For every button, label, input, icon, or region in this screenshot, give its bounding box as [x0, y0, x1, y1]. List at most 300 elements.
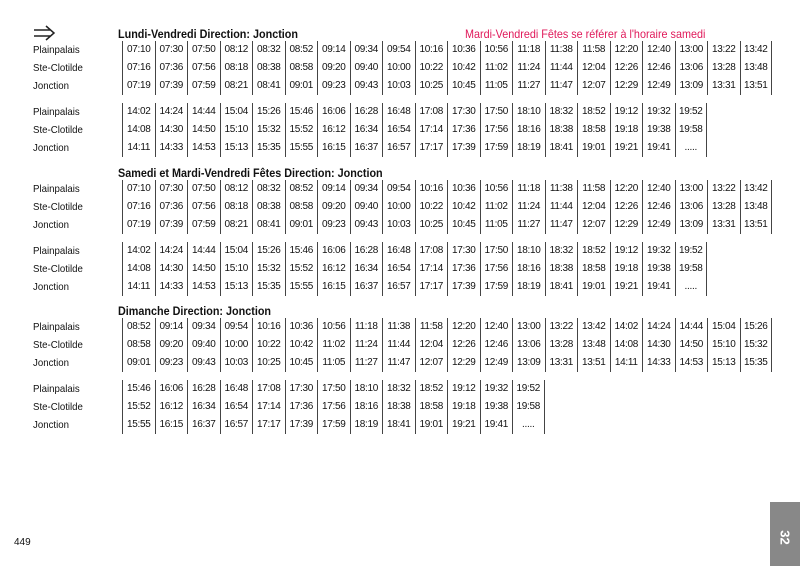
departure-time: 15:13 [220, 278, 253, 296]
departure-time: 17:56 [480, 260, 513, 278]
departure-time: 10:03 [382, 216, 415, 234]
departure-time: 13:06 [675, 59, 708, 77]
departure-time: 14:11 [122, 139, 155, 157]
departure-time: 11:58 [577, 41, 610, 59]
departure-time: 07:50 [187, 41, 220, 59]
departure-time: 13:48 [740, 198, 773, 216]
departure-time: 12:04 [577, 198, 610, 216]
departure-time: 10:00 [382, 198, 415, 216]
departure-time: 11:38 [382, 318, 415, 336]
departure-time: 17:14 [415, 260, 448, 278]
departure-time: 13:09 [675, 77, 708, 95]
departure-time: 18:58 [577, 260, 610, 278]
departure-time: 19:32 [642, 103, 675, 121]
departure-time: 16:15 [317, 278, 350, 296]
departure-time: 12:07 [415, 354, 448, 372]
departure-time: 16:37 [350, 278, 383, 296]
departure-time: 11:47 [545, 77, 578, 95]
departure-time: 14:08 [122, 260, 155, 278]
departure-time: 19:41 [642, 278, 675, 296]
departure-time: 09:14 [317, 41, 350, 59]
departure-time: 08:58 [122, 336, 155, 354]
departure-time: 07:10 [122, 180, 155, 198]
departure-time: 17:17 [252, 416, 285, 434]
departure-time: 16:37 [350, 139, 383, 157]
departure-time: 17:17 [415, 139, 448, 157]
departure-time: 09:54 [382, 41, 415, 59]
departure-time: ..... [675, 278, 708, 296]
departure-time: 10:03 [382, 77, 415, 95]
departure-time: 13:22 [707, 41, 740, 59]
departure-time: 16:12 [317, 260, 350, 278]
departure-time: 16:15 [155, 416, 188, 434]
departure-time: 13:42 [740, 180, 773, 198]
departure-time: 11:27 [512, 216, 545, 234]
departure-time: 17:56 [317, 398, 350, 416]
departure-time: 14:08 [610, 336, 643, 354]
departure-time: 10:45 [285, 354, 318, 372]
departure-time: 09:14 [155, 318, 188, 336]
departure-time: 15:04 [220, 242, 253, 260]
departure-time: 16:34 [350, 121, 383, 139]
departure-time: 13:31 [707, 77, 740, 95]
departure-time: 17:59 [480, 139, 513, 157]
departure-time: 17:36 [447, 121, 480, 139]
departure-time: 17:36 [285, 398, 318, 416]
departure-time: 15:13 [220, 139, 253, 157]
stop-name: Plainpalais [33, 183, 80, 195]
departure-time: 12:29 [447, 354, 480, 372]
departure-time: 16:28 [350, 103, 383, 121]
departure-time: 16:54 [382, 260, 415, 278]
departure-time: 19:38 [642, 121, 675, 139]
stop-name: Jonction [33, 419, 69, 431]
departure-time: 09:40 [350, 198, 383, 216]
departure-time: 11:47 [545, 216, 578, 234]
departure-time: 10:45 [447, 216, 480, 234]
departure-time: 10:36 [447, 180, 480, 198]
departure-time: 16:54 [382, 121, 415, 139]
departure-time: 15:35 [740, 354, 773, 372]
stop-name: Plainpalais [33, 321, 80, 333]
departure-time: 19:12 [447, 380, 480, 398]
departure-time: 11:44 [545, 198, 578, 216]
departure-time: 07:30 [155, 180, 188, 198]
stop-name: Jonction [33, 142, 69, 154]
departure-time: 15:52 [285, 121, 318, 139]
section-title: Samedi et Mardi-Vendredi Fêtes Direction: Jonction [118, 166, 383, 180]
double-arrow-right-icon [32, 24, 58, 42]
departure-time: 13:28 [707, 198, 740, 216]
departure-time: 17:08 [415, 242, 448, 260]
departure-time: 18:52 [415, 380, 448, 398]
departure-time: 13:06 [675, 198, 708, 216]
departure-time: 11:24 [350, 336, 383, 354]
tab-number: 32 [777, 530, 793, 545]
departure-time: 17:39 [447, 139, 480, 157]
departure-time: 14:30 [642, 336, 675, 354]
departure-time: 11:27 [350, 354, 383, 372]
departure-time: 07:19 [122, 216, 155, 234]
departure-time: 11:47 [382, 354, 415, 372]
departure-time: 16:34 [187, 398, 220, 416]
departure-time: 10:16 [252, 318, 285, 336]
departure-time: 18:41 [545, 139, 578, 157]
departure-time: 11:02 [480, 59, 513, 77]
departure-time: 07:16 [122, 198, 155, 216]
departure-time: 08:18 [220, 198, 253, 216]
departure-time: 15:13 [707, 354, 740, 372]
departure-time: 15:55 [122, 416, 155, 434]
departure-time: 18:32 [545, 242, 578, 260]
departure-time: 19:01 [577, 278, 610, 296]
departure-time: 08:38 [252, 198, 285, 216]
departure-time: 09:20 [317, 198, 350, 216]
departure-time: 12:26 [610, 59, 643, 77]
departure-time: 12:07 [577, 77, 610, 95]
departure-time: 13:06 [512, 336, 545, 354]
departure-time: 18:19 [512, 278, 545, 296]
departure-time: 11:18 [512, 41, 545, 59]
departure-time: 13:42 [740, 41, 773, 59]
departure-time: 12:20 [610, 180, 643, 198]
departure-time: 14:50 [675, 336, 708, 354]
departure-time: 13:31 [545, 354, 578, 372]
departure-time: 10:25 [252, 354, 285, 372]
departure-time: 09:01 [285, 216, 318, 234]
departure-time: 19:41 [480, 416, 513, 434]
departure-time: 14:33 [155, 278, 188, 296]
departure-time: 09:40 [350, 59, 383, 77]
stop-name: Ste-Clotilde [33, 401, 83, 413]
departure-time: 17:30 [285, 380, 318, 398]
departure-time: 17:50 [480, 103, 513, 121]
departure-time: 13:22 [707, 180, 740, 198]
departure-time: 15:32 [252, 121, 285, 139]
departure-time: 11:27 [512, 77, 545, 95]
departure-time: 19:18 [610, 260, 643, 278]
departure-time: 10:42 [447, 198, 480, 216]
stop-name: Ste-Clotilde [33, 62, 83, 74]
departure-time: 10:16 [415, 41, 448, 59]
departure-time: 14:44 [187, 242, 220, 260]
departure-time: 15:35 [252, 278, 285, 296]
departure-time: 19:01 [577, 139, 610, 157]
departure-time: 19:32 [480, 380, 513, 398]
departure-time: 14:44 [187, 103, 220, 121]
departure-time: 13:48 [577, 336, 610, 354]
departure-time: 12:40 [480, 318, 513, 336]
departure-time: 19:41 [642, 139, 675, 157]
departure-time: 15:26 [252, 242, 285, 260]
departure-time: 17:17 [415, 278, 448, 296]
departure-time: 09:43 [350, 216, 383, 234]
departure-time: 16:34 [350, 260, 383, 278]
departure-time: 10:22 [252, 336, 285, 354]
departure-time: 13:28 [707, 59, 740, 77]
departure-time: 18:32 [382, 380, 415, 398]
stop-name: Ste-Clotilde [33, 201, 83, 213]
departure-time: 14:33 [642, 354, 675, 372]
departure-time: 14:11 [610, 354, 643, 372]
departure-time: 10:56 [317, 318, 350, 336]
departure-time: 19:38 [642, 260, 675, 278]
stop-name: Plainpalais [33, 44, 80, 56]
departure-time: 09:40 [187, 336, 220, 354]
stop-name: Jonction [33, 219, 69, 231]
departure-time: 12:29 [610, 216, 643, 234]
departure-time: 10:42 [447, 59, 480, 77]
departure-time: 11:05 [480, 216, 513, 234]
departure-time: 17:59 [480, 278, 513, 296]
departure-time: 19:58 [675, 121, 708, 139]
departure-time: 18:10 [350, 380, 383, 398]
departure-time: 15:35 [252, 139, 285, 157]
departure-time: 16:15 [317, 139, 350, 157]
departure-time: 09:23 [317, 77, 350, 95]
departure-time: 09:34 [187, 318, 220, 336]
departure-time: 16:06 [317, 103, 350, 121]
stop-name: Plainpalais [33, 383, 80, 395]
departure-time: 07:10 [122, 41, 155, 59]
departure-time: 19:52 [512, 380, 545, 398]
departure-time: 14:50 [187, 260, 220, 278]
departure-time: 08:21 [220, 216, 253, 234]
departure-time: 14:50 [187, 121, 220, 139]
departure-time: 15:32 [252, 260, 285, 278]
departure-time: 08:12 [220, 180, 253, 198]
departure-time: 19:12 [610, 103, 643, 121]
departure-time: 13:28 [545, 336, 578, 354]
departure-time: 17:30 [447, 103, 480, 121]
departure-time: 10:00 [220, 336, 253, 354]
departure-time: 15:52 [122, 398, 155, 416]
departure-time: 08:32 [252, 180, 285, 198]
departure-time: 10:42 [285, 336, 318, 354]
section-title: Dimanche Direction: Jonction [118, 304, 272, 318]
departure-time: 09:20 [155, 336, 188, 354]
departure-time: 17:50 [317, 380, 350, 398]
departure-time: 11:05 [480, 77, 513, 95]
departure-time: 09:43 [187, 354, 220, 372]
departure-time: 15:10 [707, 336, 740, 354]
departure-time: 17:14 [252, 398, 285, 416]
departure-time: 12:40 [642, 41, 675, 59]
departure-time: 14:02 [122, 242, 155, 260]
departure-time: 15:26 [252, 103, 285, 121]
departure-time: 11:44 [545, 59, 578, 77]
departure-time: 18:38 [545, 121, 578, 139]
departure-time: 14:53 [187, 278, 220, 296]
departure-time: 16:06 [155, 380, 188, 398]
departure-time: 07:36 [155, 59, 188, 77]
departure-time: 18:16 [350, 398, 383, 416]
departure-time: 15:10 [220, 260, 253, 278]
departure-time: 14:53 [187, 139, 220, 157]
departure-time: 11:58 [415, 318, 448, 336]
departure-time: 08:52 [285, 180, 318, 198]
departure-time: 08:58 [285, 198, 318, 216]
departure-time: 11:44 [382, 336, 415, 354]
departure-time: 15:55 [285, 278, 318, 296]
departure-time: 07:19 [122, 77, 155, 95]
departure-time: 10:22 [415, 198, 448, 216]
departure-time: 09:20 [317, 59, 350, 77]
departure-time: 16:48 [382, 242, 415, 260]
departure-time: 12:29 [610, 77, 643, 95]
departure-time: 09:34 [350, 41, 383, 59]
holiday-notice: Mardi-Vendredi Fêtes se référer à l'horaire samedi [465, 27, 706, 41]
departure-time: 18:52 [577, 242, 610, 260]
departure-time: 07:39 [155, 77, 188, 95]
departure-time: 10:22 [415, 59, 448, 77]
departure-time: 16:48 [382, 103, 415, 121]
departure-time: 07:59 [187, 216, 220, 234]
departure-time: 08:52 [285, 41, 318, 59]
departure-time: 12:49 [642, 77, 675, 95]
departure-time: 13:31 [707, 216, 740, 234]
departure-time: 12:07 [577, 216, 610, 234]
departure-time: 17:39 [285, 416, 318, 434]
departure-time: 19:52 [675, 242, 708, 260]
departure-time: 08:52 [122, 318, 155, 336]
stop-name: Plainpalais [33, 245, 80, 257]
departure-time: 07:59 [187, 77, 220, 95]
departure-time: 16:28 [187, 380, 220, 398]
departure-time: 18:41 [545, 278, 578, 296]
departure-time: 18:58 [415, 398, 448, 416]
departure-time: 11:18 [350, 318, 383, 336]
departure-time: 15:26 [740, 318, 773, 336]
departure-time: 19:58 [675, 260, 708, 278]
departure-time: 07:16 [122, 59, 155, 77]
departure-time: 08:41 [252, 216, 285, 234]
departure-time: 13:48 [740, 59, 773, 77]
departure-time: 10:45 [447, 77, 480, 95]
departure-time: 17:59 [317, 416, 350, 434]
departure-time: 12:49 [642, 216, 675, 234]
departure-time: 12:46 [480, 336, 513, 354]
departure-time: 17:56 [480, 121, 513, 139]
departure-time: 08:32 [252, 41, 285, 59]
departure-time: 13:00 [675, 41, 708, 59]
departure-time: 19:01 [415, 416, 448, 434]
departure-time: 15:46 [285, 103, 318, 121]
departure-time: 15:46 [285, 242, 318, 260]
departure-time: 07:39 [155, 216, 188, 234]
departure-time: ..... [675, 139, 708, 157]
departure-time: 07:30 [155, 41, 188, 59]
departure-time: 18:41 [382, 416, 415, 434]
departure-time: 14:30 [155, 121, 188, 139]
departure-time: 14:33 [155, 139, 188, 157]
departure-time: 19:21 [610, 278, 643, 296]
departure-time: 10:00 [382, 59, 415, 77]
departure-time: 08:58 [285, 59, 318, 77]
departure-time: 18:58 [577, 121, 610, 139]
departure-time: 17:08 [415, 103, 448, 121]
stop-name: Ste-Clotilde [33, 339, 83, 351]
departure-time: 09:54 [220, 318, 253, 336]
departure-time: 10:25 [415, 216, 448, 234]
departure-time: 18:10 [512, 103, 545, 121]
departure-time: 09:43 [350, 77, 383, 95]
departure-time: 16:06 [317, 242, 350, 260]
stop-name: Ste-Clotilde [33, 124, 83, 136]
departure-time: 16:57 [220, 416, 253, 434]
departure-time: 15:55 [285, 139, 318, 157]
departure-time: 12:46 [642, 59, 675, 77]
departure-time: 12:20 [610, 41, 643, 59]
departure-time: 14:08 [122, 121, 155, 139]
departure-time: 13:09 [675, 216, 708, 234]
departure-time: 18:19 [512, 139, 545, 157]
departure-time: 19:58 [512, 398, 545, 416]
departure-time: 09:54 [382, 180, 415, 198]
departure-time: 14:02 [122, 103, 155, 121]
departure-time: 17:08 [252, 380, 285, 398]
departure-time: 10:16 [415, 180, 448, 198]
departure-time: 08:41 [252, 77, 285, 95]
departure-time: 08:12 [220, 41, 253, 59]
departure-time: 16:57 [382, 278, 415, 296]
departure-time: 19:38 [480, 398, 513, 416]
departure-time: 16:37 [187, 416, 220, 434]
departure-time: 09:23 [155, 354, 188, 372]
departure-time: 19:21 [447, 416, 480, 434]
departure-time: 12:26 [447, 336, 480, 354]
departure-time: 13:22 [545, 318, 578, 336]
section-title: Lundi-Vendredi Direction: Jonction [118, 27, 299, 41]
departure-time: 19:21 [610, 139, 643, 157]
departure-time: 15:04 [220, 103, 253, 121]
departure-time: 11:24 [512, 198, 545, 216]
departure-time: 16:12 [155, 398, 188, 416]
departure-time: 09:23 [317, 216, 350, 234]
departure-time: 13:00 [675, 180, 708, 198]
departure-time: 16:54 [220, 398, 253, 416]
stop-name: Jonction [33, 281, 69, 293]
departure-time: ..... [512, 416, 545, 434]
departure-time: 09:01 [285, 77, 318, 95]
departure-time: 18:16 [512, 121, 545, 139]
page-number: 449 [14, 537, 31, 548]
departure-time: 08:21 [220, 77, 253, 95]
departure-time: 15:10 [220, 121, 253, 139]
departure-time: 12:04 [577, 59, 610, 77]
departure-time: 11:58 [577, 180, 610, 198]
departure-time: 10:03 [220, 354, 253, 372]
departure-time: 10:36 [447, 41, 480, 59]
departure-time: 17:39 [447, 278, 480, 296]
departure-time: 13:42 [577, 318, 610, 336]
departure-time: 17:14 [415, 121, 448, 139]
departure-time: 18:10 [512, 242, 545, 260]
stop-name: Jonction [33, 357, 69, 369]
departure-time: 11:02 [317, 336, 350, 354]
departure-time: 12:26 [610, 198, 643, 216]
departure-time: 14:02 [610, 318, 643, 336]
departure-time: 11:38 [545, 41, 578, 59]
departure-time: 10:25 [415, 77, 448, 95]
departure-time: 12:40 [642, 180, 675, 198]
departure-time: 18:38 [545, 260, 578, 278]
departure-time: 07:56 [187, 59, 220, 77]
departure-time: 10:56 [480, 180, 513, 198]
stop-name: Plainpalais [33, 106, 80, 118]
departure-time: 14:24 [642, 318, 675, 336]
departure-time: 14:24 [155, 242, 188, 260]
